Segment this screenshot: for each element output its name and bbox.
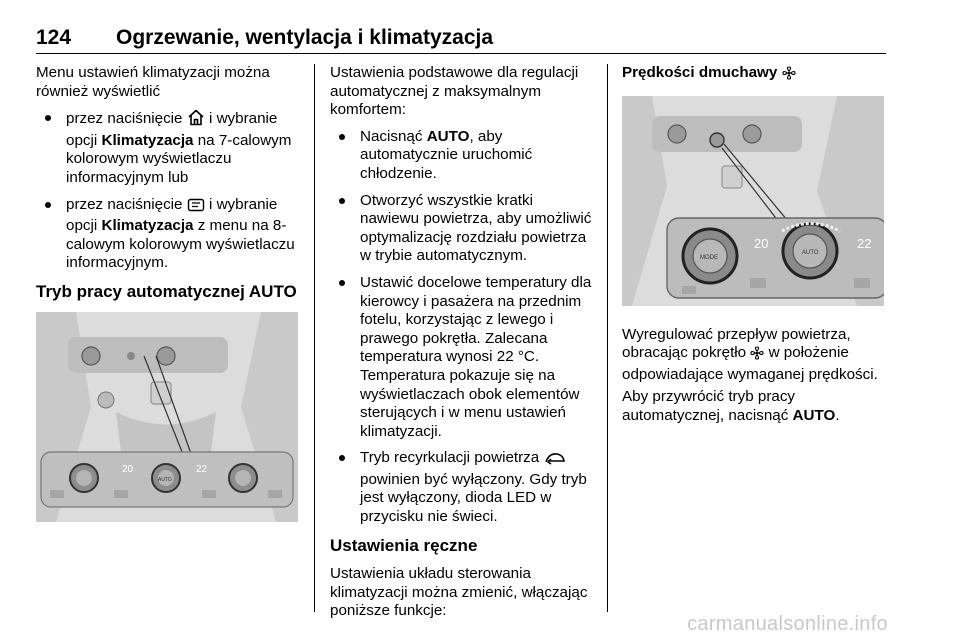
temp-left-label: 20 xyxy=(754,235,769,251)
list-item xyxy=(36,109,298,187)
mode-label: MODE xyxy=(700,254,718,261)
list-item: Ustawić docelowe temperatury dla kierowcy i pasażera na przednim fotelu, korzystając z lewego i prawego pokrętła. Zalecana temperatura wynosi 22 °C. Temperatura pokazuje się na wyświetlaczach obok elementów sterujących i w menu ustawień klimatyzacji. xyxy=(330,274,595,441)
temp-left-label: 20 xyxy=(122,463,134,475)
paragraph xyxy=(622,326,892,385)
bullet-text: przez naciśnięcie xyxy=(66,110,183,128)
paragraph-text: Aby przywrócić tryb pracy automatycznej, nacisnąć xyxy=(622,388,796,424)
temp-right-label: 22 xyxy=(857,235,872,251)
page-title: Ogrzewanie, wentylacja i klimatyzacja xyxy=(116,26,494,49)
subheading xyxy=(622,64,892,86)
paragraph xyxy=(622,388,892,425)
auto-label: AUTO xyxy=(158,476,172,483)
paragraph-text: . xyxy=(835,406,840,424)
subheading-text: Prędkości dmuchawy xyxy=(622,64,778,81)
bullet-text: przez naciśnięcie xyxy=(66,195,183,213)
bullet-text: Tryb recyrkulacji powietrza xyxy=(360,449,540,467)
bullet-text: na 7-calowym kolorowym wyświetlaczu informacyjnym lub xyxy=(66,131,292,186)
section-heading: Tryb pracy automatycznej AUTO xyxy=(36,281,297,301)
list-item xyxy=(330,449,595,526)
list-item xyxy=(36,196,298,273)
section-heading: Ustawienia ręczne xyxy=(330,535,478,555)
bold-term: AUTO xyxy=(426,127,470,145)
fan-icon xyxy=(750,346,764,366)
column-1 xyxy=(36,64,298,522)
intro-text: Ustawienia podstawowe dla regulacji automatycznej z maksymalnym komfortem: xyxy=(330,64,579,119)
home-icon xyxy=(187,109,205,132)
outro-text: Ustawienia układu sterowania klimatyzacji można zmienić, włączając poniższe funkcje: xyxy=(330,565,588,620)
header-rule xyxy=(36,53,886,54)
page-number: 124 xyxy=(36,26,72,49)
bold-term: Klimatyzacja xyxy=(101,131,194,149)
bold-term: AUTO xyxy=(792,406,836,424)
bullet-text: powinien być wyłączony. Gdy tryb jest wyłączony, dioda LED w przycisku nie świeci. xyxy=(360,470,587,526)
list-item xyxy=(330,128,595,184)
menu-icon xyxy=(187,198,205,218)
column-divider xyxy=(314,64,315,612)
column-2 xyxy=(330,64,595,621)
auto-label: AUTO xyxy=(802,249,819,256)
watermark: carmanualsonline.info xyxy=(687,613,888,635)
temp-right-label: 22 xyxy=(196,463,208,475)
paragraph-text: Wyregulować przepływ powietrza, obracając pokrętło xyxy=(622,325,851,362)
paragraph-text: w położenie odpowiadające wymaganej prędkości. xyxy=(622,344,878,383)
bullet-text: , aby automatycznie uruchomić chłodzenie. xyxy=(360,127,533,182)
bullet-text: i wybranie opcji xyxy=(66,195,278,235)
fan-icon xyxy=(782,66,796,86)
intro-text: Menu ustawień klimatyzacji można również wyświetlić xyxy=(36,64,270,100)
page-header xyxy=(36,26,886,50)
bullet-text: i wybranie opcji xyxy=(66,110,278,149)
column-3 xyxy=(622,64,892,426)
climate-panel-figure xyxy=(36,312,298,522)
column-divider xyxy=(607,64,608,612)
bullet-text: z menu na 8-calowym kolorowym wyświetlaczu informacyjnym. xyxy=(66,217,295,272)
list-item: Otworzyć wszystkie kratki nawiewu powietrza, aby umożliwić optymalizację rozdziału powietrza w trybie automatycznym. xyxy=(330,192,595,266)
bullet-text: Nacisnąć xyxy=(360,127,423,145)
fan-control-figure xyxy=(622,96,884,306)
recirculation-icon xyxy=(543,451,567,471)
bold-term: Klimatyzacja xyxy=(101,217,194,235)
